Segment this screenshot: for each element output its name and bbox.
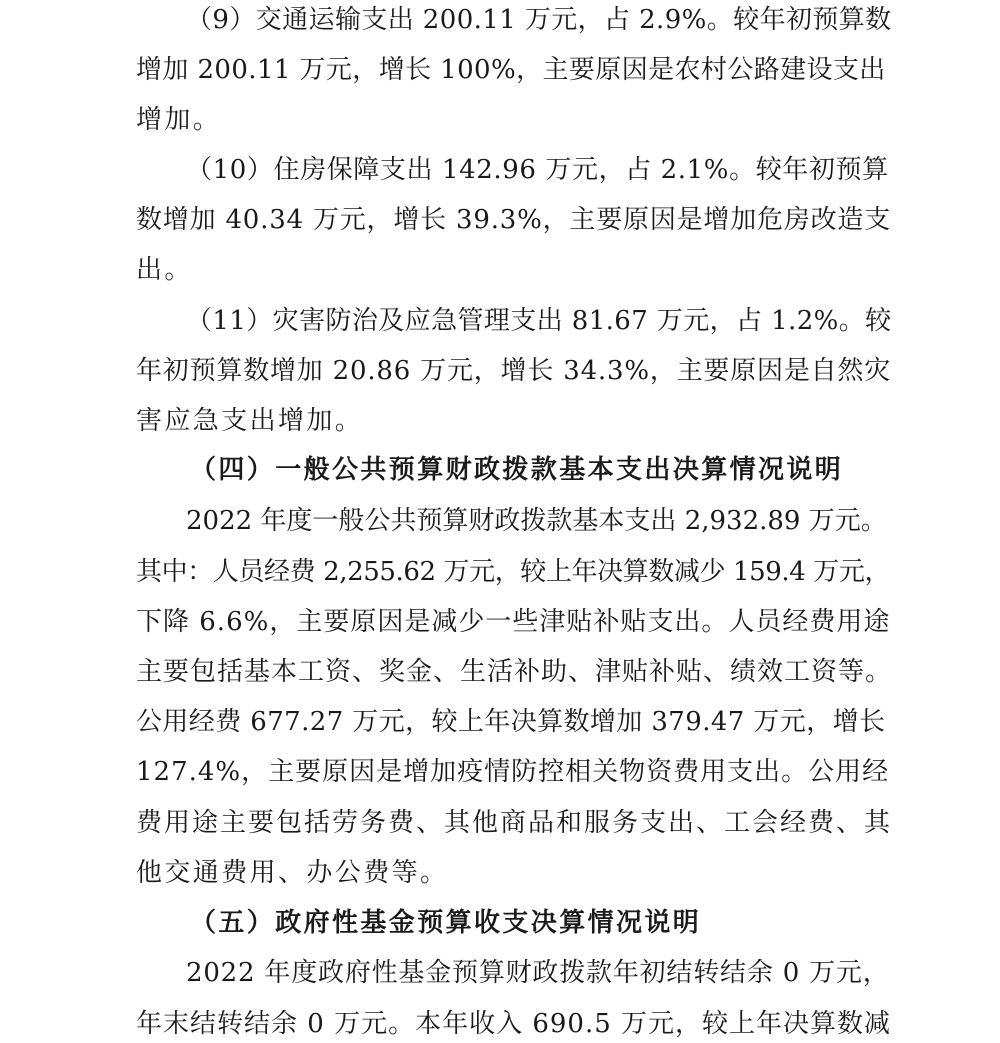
paragraph-line: （9）交通运输支出 200.11 万元，占 2.9%。较年初预算数 <box>186 5 892 35</box>
paragraph-line: 增加 200.11 万元，增长 100%，主要原因是农村公路建设支出 <box>136 55 886 85</box>
section-heading: （五）政府性基金预算收支决算情况说明 <box>190 908 702 938</box>
paragraph-line: 年末结转结余 0 万元。本年收入 690.5 万元，较上年决算数减 <box>136 1009 892 1039</box>
paragraph-line: 他交通费用、办公费等。 <box>136 858 449 888</box>
paragraph-line: 害应急支出增加。 <box>136 406 364 436</box>
paragraph-line: 出。 <box>136 255 193 285</box>
paragraph-line: 2022 年度一般公共预算财政拨款基本支出 2,932.89 万元。 <box>186 506 887 536</box>
paragraph-line: 增加。 <box>136 105 222 135</box>
paragraph-line: 127.4%，主要原因是增加疫情防控相关物资费用支出。公用经 <box>136 757 890 787</box>
paragraph-line: 2022 年度政府性基金预算财政拨款年初结转结余 0 万元， <box>186 958 890 988</box>
paragraph-line: 年初预算数增加 20.86 万元，增长 34.3%，主要原因是自然灾 <box>136 356 892 386</box>
paragraph-line: 下降 6.6%，主要原因是减少一些津贴补贴支出。人员经费用途 <box>136 607 891 637</box>
paragraph-line: （10）住房保障支出 142.96 万元，占 2.1%。较年初预算 <box>186 155 889 185</box>
section-heading: （四）一般公共预算财政拨款基本支出决算情况说明 <box>190 455 844 485</box>
paragraph-line: 数增加 40.34 万元，增长 39.3%，主要原因是增加危房改造支 <box>136 205 892 235</box>
paragraph-line: （11）灾害防治及应急管理支出 81.67 万元，占 1.2%。较 <box>186 306 892 336</box>
paragraph-line: 公用经费 677.27 万元，较上年决算数增加 379.47 万元，增长 <box>136 707 886 737</box>
paragraph-line: 其中：人员经费 2,255.62 万元，较上年决算数减少 159.4 万元， <box>136 557 891 587</box>
paragraph-line: 费用途主要包括劳务费、其他商品和服务支出、工会经费、其 <box>136 808 893 838</box>
paragraph-line: 主要包括基本工资、奖金、生活补助、津贴补贴、绩效工资等。 <box>136 657 893 687</box>
